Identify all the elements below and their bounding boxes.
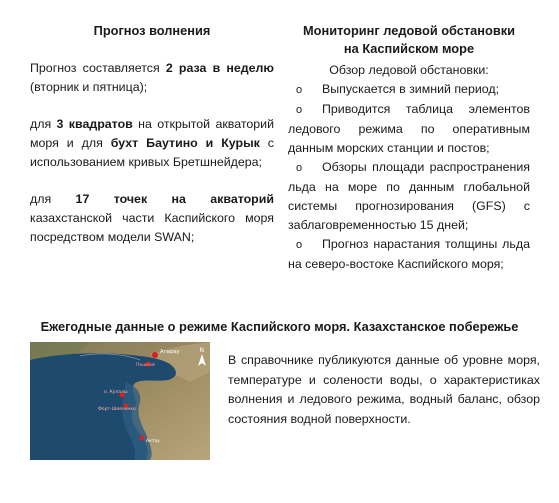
wave-forecast-paragraph-2 xyxy=(30,115,274,172)
text: для xyxy=(30,192,76,206)
wave-forecast-paragraph-3 xyxy=(30,190,274,247)
wave-forecast-heading: Прогноз волнения xyxy=(93,23,211,38)
ice-monitoring-list xyxy=(288,80,530,274)
list-item-text: Выпускается в зимний период; xyxy=(322,82,500,96)
bullet-marker: o xyxy=(296,239,303,251)
emphasis: 2 раза в неделю xyxy=(165,61,274,75)
bullet-marker: o xyxy=(296,104,303,116)
wave-forecast-paragraph-1 xyxy=(30,59,274,97)
list-item xyxy=(288,235,530,274)
map-place-label: о. Кулалы xyxy=(104,390,128,395)
yearbook-description: В справочнике публикуются данные об уровне моря, температуре и солености воды, о характеристиках волнения и ледового режима, водный баланс, обзор состояния водной поверхности. xyxy=(228,353,540,426)
heading-line-1: Мониторинг ледовой обстановки xyxy=(303,23,515,38)
north-label: N xyxy=(199,347,204,354)
annual-data-heading: Ежегодные данные о режиме Каспийского моря. Казахстанское побережье xyxy=(40,319,519,334)
city-marker xyxy=(140,436,145,441)
emphasis: 17 точек на акваторий xyxy=(75,192,274,206)
ice-monitoring-column xyxy=(288,22,530,274)
map-place-label: Актау xyxy=(146,439,160,444)
text: казахстанской части Каспийского моря посредством модели SWAN; xyxy=(30,211,274,244)
wave-forecast-column xyxy=(30,22,274,265)
map-place-label: Атырау xyxy=(160,349,180,355)
list-item xyxy=(288,80,530,100)
ice-overview-label: Обзор ледовой обстановки: xyxy=(329,63,489,77)
text: с использованием кривых Бретшнейдера; xyxy=(30,136,274,169)
heading-line-2: на Каспийском море xyxy=(343,41,475,56)
text: (вторник и пятница); xyxy=(30,80,148,94)
caspian-coast-map xyxy=(30,342,210,460)
list-item-text: Обзоры площади распространения льда на море по данным глобальной системы прогнозирования (GFS) с заблаговременностью 15 дней; xyxy=(288,160,530,232)
bullet-marker: o xyxy=(296,162,303,174)
bullet-marker: o xyxy=(296,84,303,96)
city-marker xyxy=(152,352,158,358)
list-item xyxy=(288,158,530,235)
list-item xyxy=(288,100,530,158)
list-item-text: Приводится таблица элементов ледового режима по оперативным данным морских станции и постов; xyxy=(288,102,530,155)
text: Прогноз составляется xyxy=(30,61,166,75)
list-item-text: Прогноз нарастания толщины льда на северо-востоке Каспийского моря; xyxy=(288,237,530,271)
ice-monitoring-heading xyxy=(288,22,530,58)
text: на открытой акваторий моря и для xyxy=(30,117,274,150)
map-place-label: Пешной xyxy=(136,363,155,368)
text: для xyxy=(30,117,57,131)
map-place-label: Форт-Шевченко xyxy=(98,407,136,412)
emphasis: 3 квадратов xyxy=(56,117,133,131)
emphasis: бухт Баутино и Курык xyxy=(110,136,260,150)
